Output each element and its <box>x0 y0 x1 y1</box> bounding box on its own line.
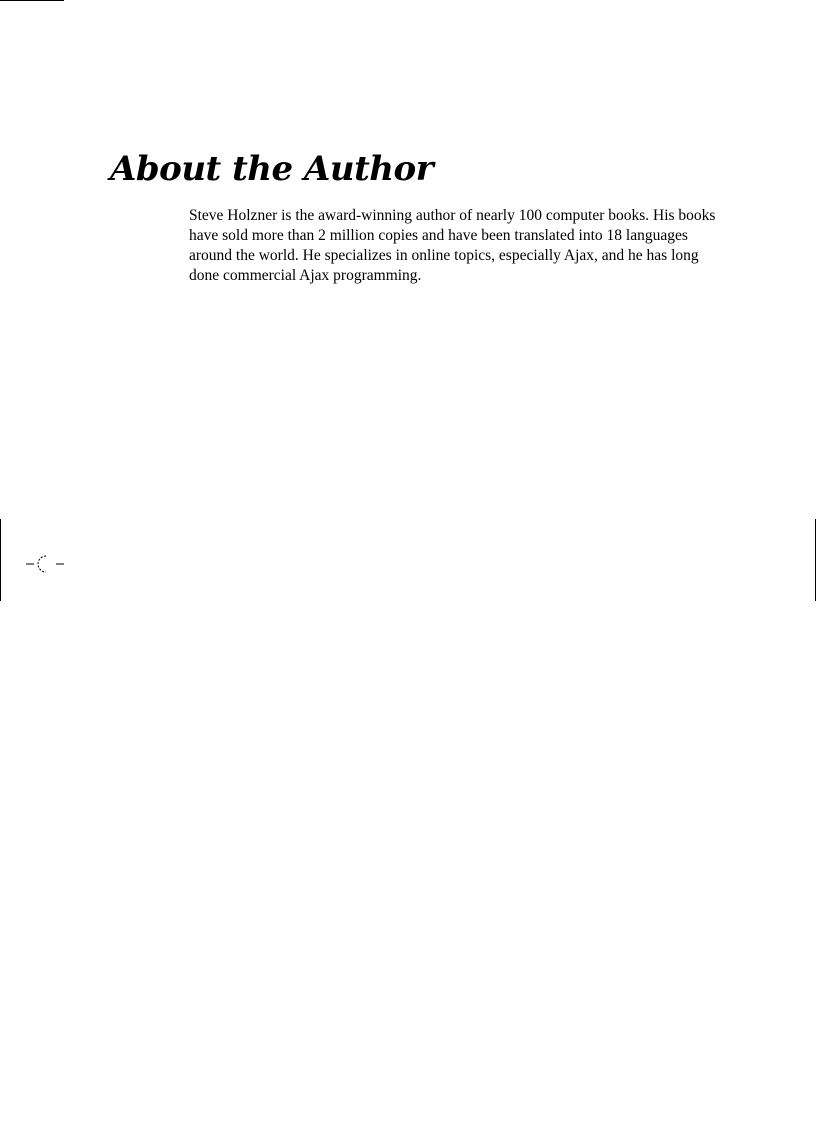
author-bio: Steve Holzner is the award-winning author of nearly 100 computer books. His books have sold more than 2 million copies and have been translated into 18 languages around the world. He specializes in online topics, especially Ajax, and he has long done commercial Ajax programming. <box>189 207 716 284</box>
registration-mark-icon <box>26 552 66 576</box>
edge-rule-left <box>0 519 1 601</box>
page-title: About the Author <box>110 149 434 189</box>
crop-mark-top <box>0 0 64 1</box>
